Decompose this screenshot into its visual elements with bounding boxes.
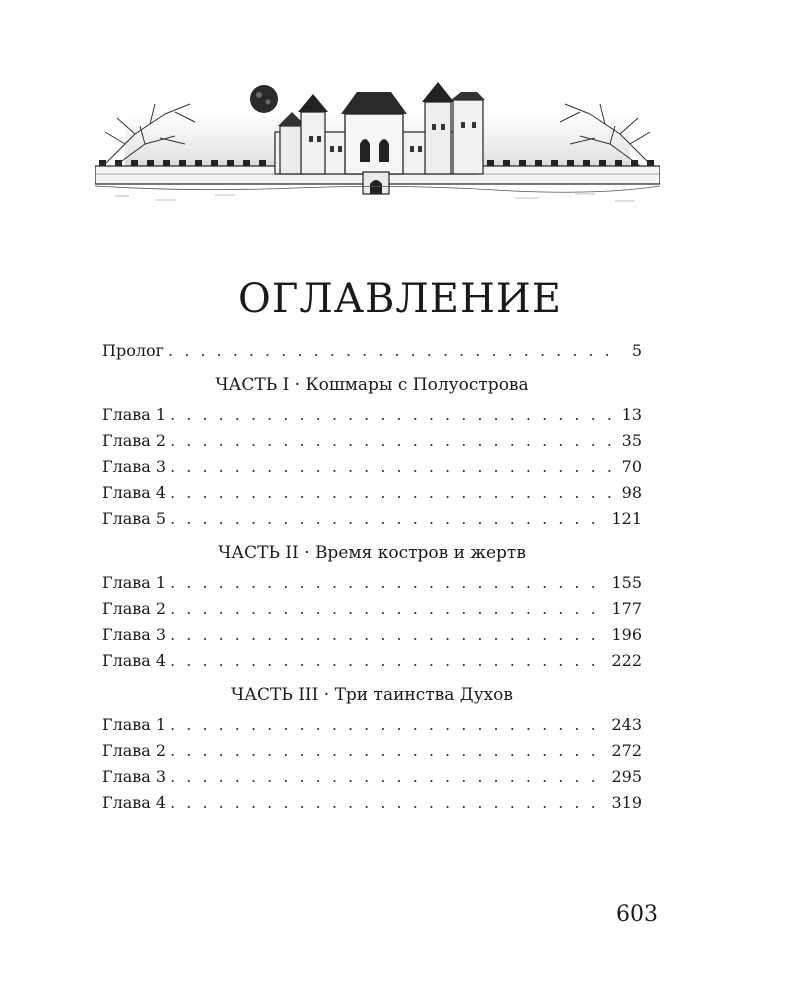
toc-entry-label: Глава 1 — [102, 573, 167, 592]
toc-entry-prologue — [102, 338, 642, 364]
toc-entry — [102, 596, 642, 622]
moon-icon — [250, 85, 278, 113]
dot-leader — [170, 764, 607, 790]
toc-entry-page: 121 — [611, 509, 642, 528]
toc-entry-page: 177 — [611, 599, 642, 618]
dot-leader — [170, 648, 607, 674]
toc-entry — [102, 712, 642, 738]
toc-entry-label: Глава 2 — [102, 741, 167, 760]
page-title: ОГЛАВЛЕНИЕ — [238, 276, 562, 322]
toc-entry-label: Глава 1 — [102, 715, 167, 734]
toc-entry-page: 319 — [611, 793, 642, 812]
toc-entry-page: 222 — [611, 651, 642, 670]
toc-entry-page: 98 — [621, 483, 642, 502]
toc-entry-page: 272 — [611, 741, 642, 760]
dot-leader — [170, 570, 607, 596]
dot-leader — [170, 506, 607, 532]
toc-entry-label: Глава 4 — [102, 651, 167, 670]
dot-leader — [170, 402, 616, 428]
dot-leader — [170, 622, 607, 648]
toc-entry-label: Глава 3 — [102, 625, 167, 644]
toc-entry-label: Глава 3 — [102, 767, 167, 786]
toc-entry — [102, 648, 642, 674]
toc-entry — [102, 738, 642, 764]
toc-entry-page: 70 — [621, 457, 642, 476]
toc-entry — [102, 790, 642, 816]
part-heading: ЧАСТЬ III · Три таинства Духов — [231, 685, 513, 705]
toc-entry — [102, 570, 642, 596]
toc-entry-page: 196 — [611, 625, 642, 644]
dot-leader — [170, 454, 616, 480]
toc-entry-page: 35 — [621, 431, 642, 450]
toc-entry — [102, 428, 642, 454]
table-of-contents — [102, 338, 642, 816]
dot-leader — [170, 790, 607, 816]
toc-entry-page: 243 — [611, 715, 642, 734]
toc-entry-label: Глава 5 — [102, 509, 167, 528]
page-number: 603 — [616, 902, 658, 927]
castle-illustration-icon — [95, 74, 660, 224]
toc-entry — [102, 622, 642, 648]
dot-leader — [170, 480, 616, 506]
toc-entry-label: Глава 4 — [102, 793, 167, 812]
dot-leader — [170, 712, 607, 738]
toc-entry — [102, 480, 642, 506]
toc-entry — [102, 506, 642, 532]
toc-entry — [102, 402, 642, 428]
toc-entry-page: 155 — [611, 573, 642, 592]
dot-leader — [170, 738, 607, 764]
dot-leader — [170, 596, 607, 622]
toc-entry — [102, 764, 642, 790]
dot-leader — [168, 338, 616, 364]
toc-entry-label: Глава 1 — [102, 405, 167, 424]
toc-entry-label: Пролог — [102, 341, 165, 360]
dot-leader — [170, 428, 616, 454]
toc-entry-page: 5 — [631, 341, 642, 360]
toc-entry-page: 13 — [621, 405, 642, 424]
toc-entry-page: 295 — [611, 767, 642, 786]
part-heading: ЧАСТЬ II · Время костров и жертв — [218, 543, 526, 563]
toc-entry-label: Глава 4 — [102, 483, 167, 502]
toc-entry-label: Глава 2 — [102, 599, 167, 618]
part-heading: ЧАСТЬ I · Кошмары с Полуострова — [215, 375, 529, 395]
toc-entry — [102, 454, 642, 480]
toc-entry-label: Глава 2 — [102, 431, 167, 450]
toc-entry-label: Глава 3 — [102, 457, 167, 476]
